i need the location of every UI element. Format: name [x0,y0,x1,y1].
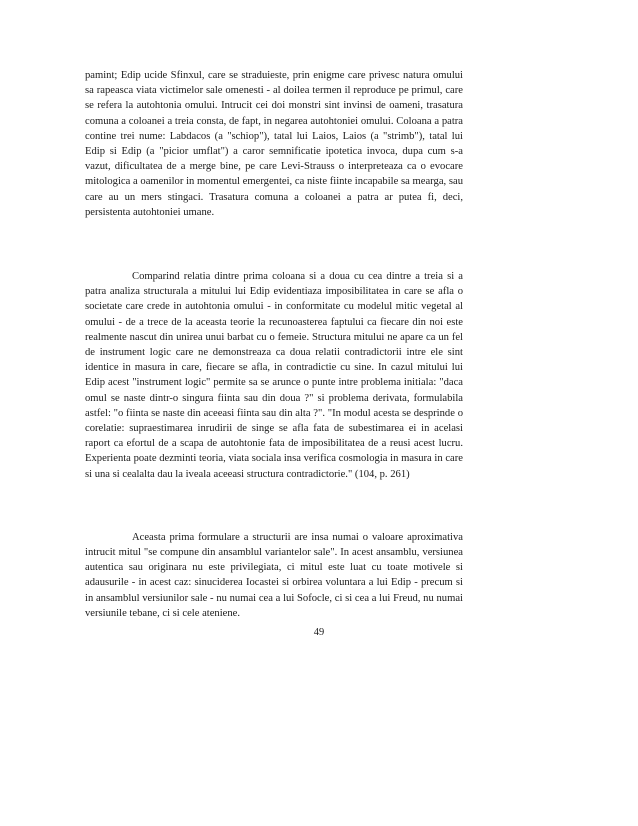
paragraph-spacer [85,482,463,530]
paragraph-spacer [85,220,463,269]
paragraph-2: Comparind relatia dintre prima coloana si a doua cu cea dintre a treia si a patra analiza structurala a mitului lui Edip evidentiaza imposibilitatea in care se afla o societate care crede in autohtonia omului - in conformitate cu modelul mitic vegetal al omului - de a trece de la aceasta teorie la recunoasterea faptului ca fiecare din noi este realmente nascut din unirea unui barbat cu o femeie. Structura mitului ne apare ca un fel de instrument logic care ne demonstreaza ca doua relatii contradictorii intre ele sint identice in masura in care, fiecare se afla, in contradictie cu sine. In cazul mitului lui Edip acest "instrument logic" permite sa se arunce o punte intre problema initiala: "daca omul se naste dintr-o singura fiinta sau din doua ?" si problema derivata, formulabila astfel: "o fiinta se naste din aceeasi fiinta sau din alta ?". "In modul acesta se desprinde o corelatie: supraestimarea inrudirii de singe se afla fata de subestimarea ei in acelasi raport ca efortul de a scapa de autohtonie fata de imposibilitatea de a reusi acest lucru. Experienta poate dezminti teoria, viata sociala insa verifica cosmologia in masura in care si una si cealalta dau la iveala aceeasi structura contradictorie." (104, p. 261) [85,271,463,480]
page-number: 49 [313,627,325,638]
paragraph-3: Aceasta prima formulare a structurii are insa numai o valoare aproximativa intrucit mitul "se compune din ansamblul variantelor sale". In acest ansamblu, versiunea autentica sau originara nu este privilegiata, ci mitul este luat cu toate motivele si adausurile - in acest caz: sinuciderea Iocastei si orbirea voluntara a lui Edip - precum si in ansamblul versiunilor sale - nu numai cea a lui Sofocle, ci si cea a lui Freud, nu numai versiunile tebane, ci si cele ateniene. [85,531,463,619]
page-body [85,68,463,621]
paragraph-1: pamint; Edip ucide Sfinxul, care se straduieste, prin enigme care privesc natura omului sa rapeasca viata victimelor sale omenesti - al doilea termen il reproduce pe primul, care se refera la autohtonia omului. Intrucit cei doi monstri sint invinsi de oameni, trasatura comuna a coloanei a treia consta, de fapt, in negarea autohtoniei omului. Coloana a patra contine trei nume: Labdacos (a "schiop"), tatal lui Laios, Laios (a "strimb"), tatal lui Edip si Edip (a "picior umflat") a caror semnificatie ipotetica invoca, dupa cum s-a vazut, dificultatea de a merge bine, pe care Levi-Strauss o interpreteaza ca o evocare mitologica a oamenilor in momentul emergentei, ca niste fiinte incapabile sa mearga, sau care au un mers stingaci. Trasatura comuna a coloanei a patra ar putea fi, deci, persistenta autohtoniei umane. [85,70,463,218]
